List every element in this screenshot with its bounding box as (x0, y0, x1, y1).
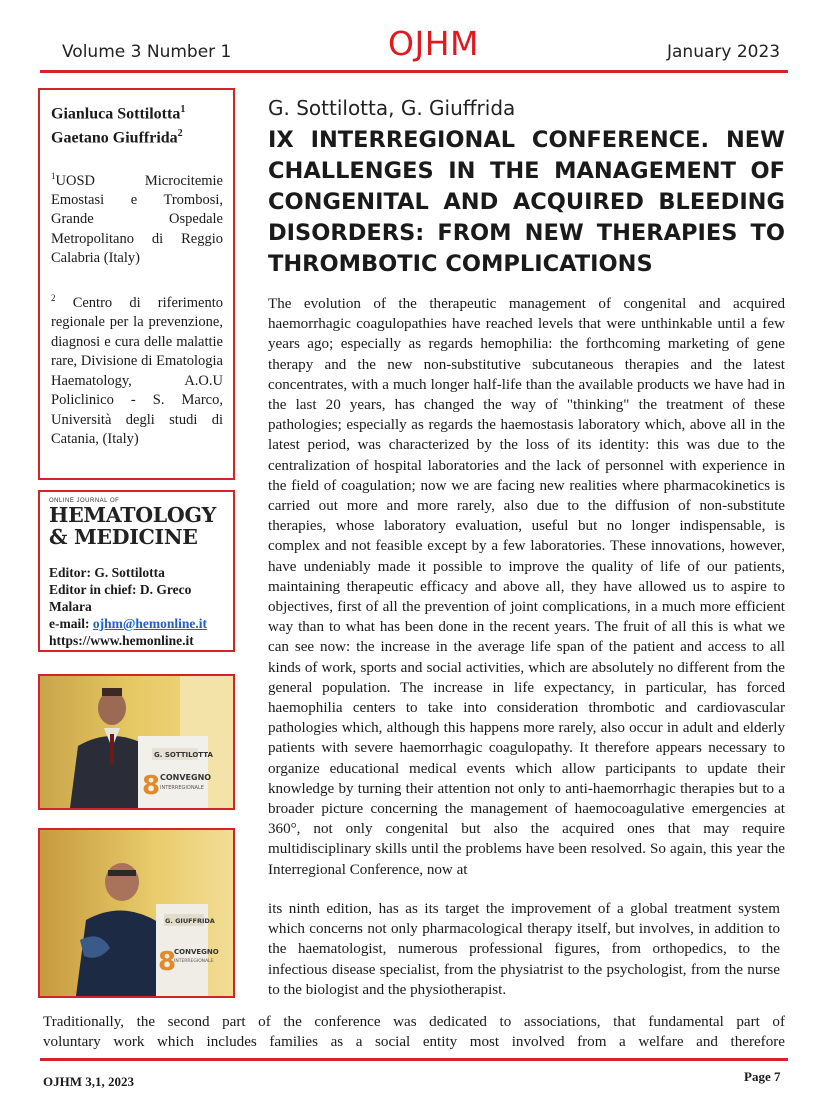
footer-rule (40, 1058, 788, 1061)
affiliation-2: $^2$ Centro di riferimento regionale per la prevenzione, diagnosi e cura delle malattie rare, Divisione di Ematologia Haematology, A.O.U Policlinico - S. Marco, Università degli studi di Catania, (Italy) (51, 292, 224, 448)
footer-citation: OJHM 3,1, 2023 (43, 1074, 134, 1089)
issue-date: January 2023 (667, 42, 781, 62)
website-link[interactable]: https://www.hemonline.it (49, 633, 194, 648)
journal-logo: ONLINE JOURNAL OF HEMATOLOGY & MEDICINE (49, 498, 216, 549)
svg-text:CONVEGNO: CONVEGNO (160, 773, 212, 782)
article-authors: G. Sottilotta, G. Giuffrida (268, 96, 516, 120)
article-body-line: voluntary work which includes families as a social entity most involved from a welfare and therefore (43, 1034, 785, 1051)
editor-name: Editor: G. Sottilotta (49, 565, 165, 580)
speaker-photo-1-image (40, 676, 233, 808)
author-2: Gaetano Giuffrida$^2$ (51, 128, 183, 147)
editor-info (49, 564, 225, 649)
svg-text:G. SOTTILOTTA: G. SOTTILOTTA (154, 751, 213, 759)
page-number: Page 7 (744, 1069, 781, 1084)
svg-text:INTERREGIONALE: INTERREGIONALE (174, 959, 214, 964)
volume-label: Volume 3 Number 1 (62, 42, 232, 62)
article-body-part-3 (43, 1012, 785, 1052)
author-names (51, 100, 223, 149)
email-line: e-mail: ojhm@hemonline.it (49, 616, 208, 631)
speaker-photo-1 (38, 674, 235, 810)
email-link[interactable]: ojhm@hemonline.it (92, 616, 208, 631)
journal-info-box (38, 490, 235, 652)
speaker-photo-2-image (40, 830, 233, 996)
svg-text:8: 8 (142, 771, 161, 801)
speaker-photo-2 (38, 828, 235, 998)
article-body-line: Traditionally, the second part of the conference was dedicated to associations, that fundamental part of (43, 1014, 785, 1030)
article-body-part-1: The evolution of the therapeutic management of congenital and acquired haemorrhagic coagulopathies have reached levels that were unthinkable until a few years ago; especially as regards hemophilia: the forthcoming marketing of gene therapy and the new non-substitutive subcutaneous therapies and the latest concentrates, with a much longer half-life than the available products we have had in the last 20 years, has changed the way of "thinking" the treatment of these pathologies; especially as regards the haemostasis laboratory which, above all in the latest period, was characterized by the loss of its identity: this was due to the centralization of hospital laboratories and the lack of personnel with experience in the field of coagulation; now we are facing new realities where pharmacokinetics is carried out more and more rarely, also due to the diffusion of non-substitute therapies, whose laboratory evaluation, useful but no longer indispensable, is complex and not feasible except by a few laboratories. These innovations, however, have undeniably made it possible to improve the quality of life of our patients, maintaining therapeutic efficacy and above all, they have allowed us to aspire to objectives, first of all the prevention of joint complications, in a much more efficient way than to what has been done in the recent years. The fruit of all this is what we can see now: the increase in the average life span of the patient and access to all kinds of work, sports and social activities, which are absolutely no different from the general population. The increase in life expectancy, in particular, has forced haemophilia centers to take into consideration thrombotic and cardiovascular pathologies which, although this happens more rarely, also occur in adult and elderly patients with severe haemorrhagic coagulopathy. It therefore appears necessary to organize educational medical events which allow participants to update their knowledge by turning their attention not only to anti-haemorrhagic therapies but to a broader picture concerning the management of haemocoagulative emergencies at 360°, not only congenital but also the acquired ones that may require multidisciplinary skills until the problems have been resolved. So again, this year the Interregional Conference, now at (268, 296, 785, 878)
affiliation-1: $^1$UOSD Microcitemie Emostasi e Trombosi, Grande Ospedale Metropolitano di Reggio Calabria (Italy) (51, 170, 223, 267)
article-title: IX INTERREGIONAL CONFERENCE. NEW CHALLENGES IN THE MANAGEMENT OF CONGENITAL AND ACQUIRED BLEEDING DISORDERS: FROM NEW THERAPIES TO THROMBOTIC COMPLICATIONS (268, 127, 785, 277)
svg-text:8: 8 (158, 947, 177, 977)
svg-text:INTERREGIONALE: INTERREGIONALE (160, 785, 204, 791)
svg-text:CONVEGNO: CONVEGNO (174, 948, 219, 956)
svg-text:G. GIUFFRIDA: G. GIUFFRIDA (165, 917, 215, 925)
article-body-part-2: its ninth edition, has as its target the improvement of a global treatment system which concerns not only pharmacological therapy itself, but involves, in addition to the haematologist, numerous professional figures, from orthopedics, to the infectious disease specialist, from the physiatrist to the psychologist, from the nurse to the biologist and the physiotherapist. (268, 901, 780, 998)
header-rule (40, 70, 788, 73)
journal-title: OJHM (388, 24, 479, 63)
author-1: Gianluca Sottilotta$^1$ (51, 104, 186, 123)
author-affiliation-box (38, 88, 235, 480)
editor-in-chief: Editor in chief: D. Greco Malara (49, 582, 192, 614)
